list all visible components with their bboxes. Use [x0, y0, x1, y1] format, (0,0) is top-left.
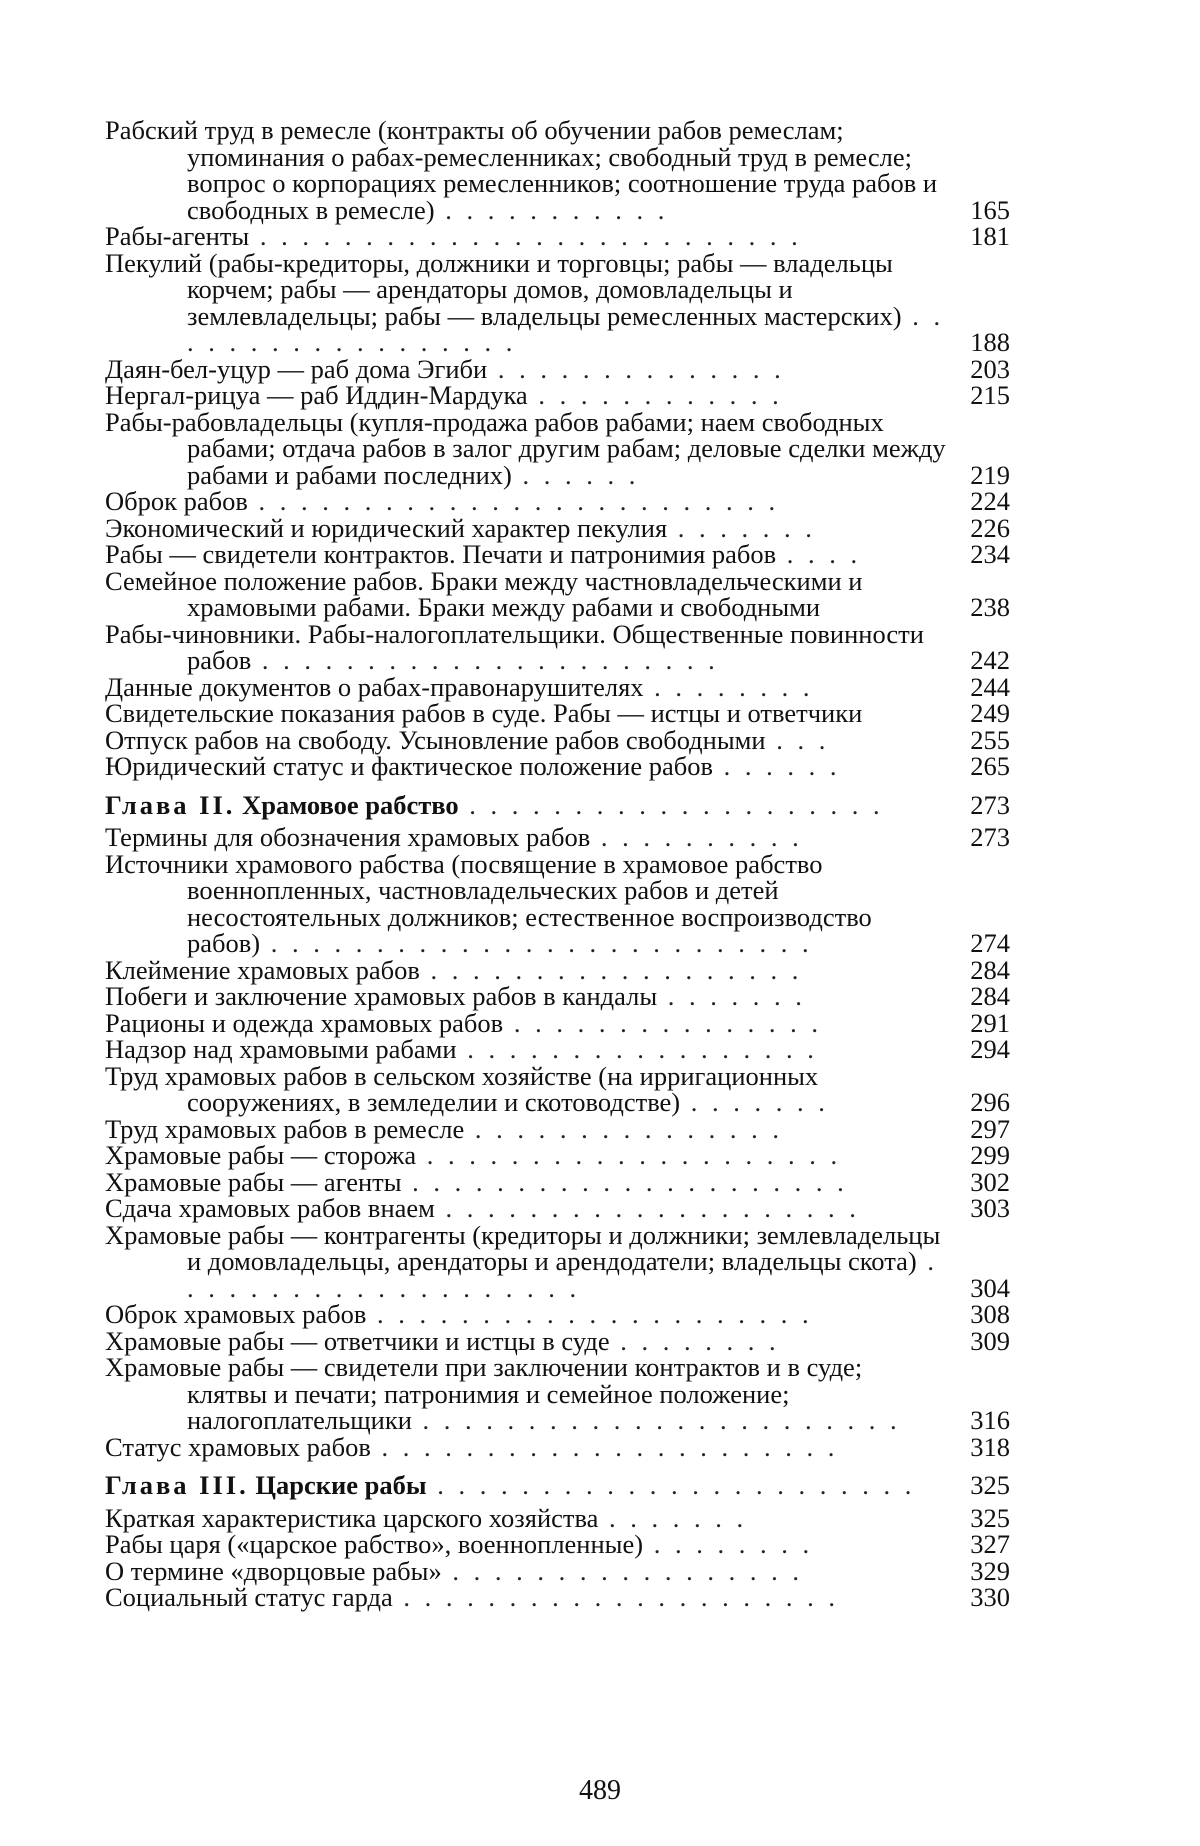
toc-entry: Сдача храмовых рабов внаем . . . . . . . . . . . . . . . . . . . . 303 [105, 1193, 1010, 1223]
page-number: 294 [970, 1034, 1010, 1064]
page-number: 303 [970, 1193, 1010, 1223]
toc-entry: Рабы-чиновники. Рабы-налогоплательщики. Общественные повинности рабов . . . . . . . . . . . . . . . . . . . . . . 242 [105, 618, 1010, 675]
page-number: 215 [970, 380, 1010, 410]
toc-entry: Даян-бел-уцур — раб дома Эгиби . . . . . . . . . . . . . . 203 [105, 353, 1010, 384]
toc-entry: Данные документов о рабах-правонарушителях . . . . . . . . 244 [105, 671, 1010, 702]
page-number: 284 [970, 981, 1010, 1011]
toc-entry: Статус храмовых рабов . . . . . . . . . . . . . . . . . . . . . . 318 [105, 1431, 1010, 1462]
page-number: 224 [970, 486, 1010, 516]
page-number: 316 [970, 1405, 1010, 1435]
toc-entry: Труд храмовых рабов в сельском хозяйстве (на ирригационных сооружениях, в земледелии и скотоводстве) . . . . . . . 296 [105, 1060, 1010, 1117]
toc-section-1 [105, 117, 1010, 780]
toc-entry: Юридический статус и фактическое положение рабов . . . . . . 265 [105, 751, 1010, 781]
toc-entry: Храмовые рабы — контрагенты (кредиторы и должники; землевладельцы и домовладельцы, арендаторы и арендодатели; владельцы скота) . . . . . . . . . . . . . . . . . . . . 304 [105, 1219, 1010, 1303]
page-number: 302 [970, 1166, 1010, 1197]
page-number: 265 [970, 751, 1010, 781]
toc-entry: Краткая характеристика царского хозяйства . . . . . . . 325 [105, 1502, 1010, 1533]
toc-entry: Рабы — свидетели контрактов. Печати и патронимия рабов . . . . 234 [105, 539, 1010, 569]
page-number: 291 [970, 1007, 1010, 1038]
page-number: 234 [970, 539, 1010, 569]
toc-entry: Рабский труд в ремесле (контракты об обучении рабов ремеслам; упоминания о рабах-ремесленниках; свободный труд в ремесле; вопрос о корпорациях ремесленников; соотношение труда рабов и свободных в ремесле) . . . . . . . . . . . 165 [105, 115, 1010, 225]
page-number: 318 [970, 1431, 1010, 1462]
page-number: 273 [970, 822, 1010, 852]
toc-entry: Нергал-рицуа — раб Иддин-Мардука . . . . . . . . . . . . 215 [105, 380, 1010, 410]
toc-section-2 [105, 824, 1010, 1460]
toc-entry: Рабы-агенты . . . . . . . . . . . . . . . . . . . . . . . . . . 181 [105, 221, 1010, 251]
toc-entry: Пекулий (рабы-кредиторы, должники и торговцы; рабы — владельцы корчем; рабы — арендаторы домов, домовладельцы и землевладельцы; рабы — владельцы ремесленных мастерских) . . . . . . . . . . . . . . . . . . 188 [105, 247, 1010, 357]
page-number: 165 [970, 194, 1010, 225]
page-number: 296 [970, 1087, 1010, 1117]
page-number: 284 [970, 954, 1010, 985]
page-number: 249 [970, 698, 1010, 728]
toc-entry: Надзор над храмовыми рабами . . . . . . . . . . . . . . . . . 294 [105, 1034, 1010, 1064]
page-number: 330 [970, 1582, 1010, 1612]
toc-entry: Отпуск рабов на свободу. Усыновление рабов свободными . . . 255 [105, 724, 1010, 755]
toc-entry: Храмовые рабы — ответчики и истцы в суде . . . . . . . . 309 [105, 1325, 1010, 1356]
page-number: 274 [970, 928, 1010, 958]
chapter-heading-2: Глава II. Храмовое рабство . . . . . . . . . . . . . . . . . . . . 273 [105, 789, 1010, 820]
toc-entry: Рационы и одежда храмовых рабов . . . . . . . . . . . . . . . 291 [105, 1007, 1010, 1038]
toc-entry: Семейное положение рабов. Браки между частновладельческими и храмовыми рабами. Браки между рабами и свободными 238 [105, 565, 1010, 622]
page-number: 327 [970, 1529, 1010, 1559]
page-number: 304 [970, 1272, 1010, 1303]
page-number: 219 [970, 459, 1010, 490]
page-number: 329 [970, 1555, 1010, 1586]
page-number: 309 [970, 1325, 1010, 1356]
toc-entry: Источники храмового рабства (посвящение в храмовое рабство военнопленных, частновладельческих рабов и детей несостоятельных должников; естественное воспроизводство рабов) . . . . . . . . . . . . . . . . . . . . . . . . . . 274 [105, 848, 1010, 958]
toc-section-3 [105, 1502, 1010, 1612]
toc-entry: Труд храмовых рабов в ремесле . . . . . . . . . . . . . . . 297 [105, 1113, 1010, 1144]
page-number: 242 [970, 645, 1010, 675]
toc-entry: Побеги и заключение храмовых рабов в кандалы . . . . . . . 284 [105, 981, 1010, 1011]
toc-entry: Оброк рабов . . . . . . . . . . . . . . . . . . . . . . . . . 224 [105, 486, 1010, 516]
toc-entry: Рабы царя («царское рабство», военнопленные) . . . . . . . . 327 [105, 1529, 1010, 1559]
page-number: 255 [970, 724, 1010, 755]
page-number: 273 [970, 789, 1010, 820]
page-number: 244 [970, 671, 1010, 702]
toc-entry: Храмовые рабы — свидетели при заключении контрактов и в суде; клятвы и печати; патронимия и семейное положение; налогоплательщики . . . . . . . . . . . . . . . . . . . . . . . 316 [105, 1352, 1010, 1435]
folio-page-number: 489 [579, 1775, 621, 1806]
page-number: 325 [970, 1470, 1010, 1500]
toc-entry: Клеймение храмовых рабов . . . . . . . . . . . . . . . . . . 284 [105, 954, 1010, 985]
page-number: 308 [970, 1299, 1010, 1329]
toc-entry: Оброк храмовых рабов . . . . . . . . . . . . . . . . . . . . . 308 [105, 1299, 1010, 1329]
toc-entry: Храмовые рабы — агенты . . . . . . . . . . . . . . . . . . . . . 302 [105, 1166, 1010, 1197]
page-number: 238 [970, 592, 1010, 622]
page-number: 325 [970, 1502, 1010, 1533]
page-number: 297 [970, 1113, 1010, 1144]
page-number: 226 [970, 512, 1010, 543]
toc-entry: Социальный статус гарда . . . . . . . . . . . . . . . . . . . . . 330 [105, 1582, 1010, 1612]
toc-entry: О термине «дворцовые рабы» . . . . . . . . . . . . . . . . . 329 [105, 1555, 1010, 1586]
toc-entry: Рабы-рабовладельцы (купля-продажа рабов рабами; наем свободных рабами; отдача рабов в залог другим рабам; деловые сделки между рабами и рабами последних) . . . . . . 219 [105, 406, 1010, 490]
page-number: 203 [970, 353, 1010, 384]
page-number: 299 [970, 1140, 1010, 1170]
chapter-heading-3: Глава III. Царские рабы . . . . . . . . . . . . . . . . . . . . . . . 325 [105, 1470, 1010, 1500]
toc-entry: Свидетельские показания рабов в суде. Рабы — истцы и ответчики 249 [105, 698, 1010, 728]
table-of-contents [105, 117, 1010, 1611]
page-number: 188 [970, 327, 1010, 357]
toc-entry: Термины для обозначения храмовых рабов . . . . . . . . . . 273 [105, 822, 1010, 852]
toc-entry: Храмовые рабы — сторожа . . . . . . . . . . . . . . . . . . . . 299 [105, 1140, 1010, 1170]
page-number: 181 [970, 221, 1010, 251]
toc-entry: Экономический и юридический характер пекулия . . . . . . . 226 [105, 512, 1010, 543]
